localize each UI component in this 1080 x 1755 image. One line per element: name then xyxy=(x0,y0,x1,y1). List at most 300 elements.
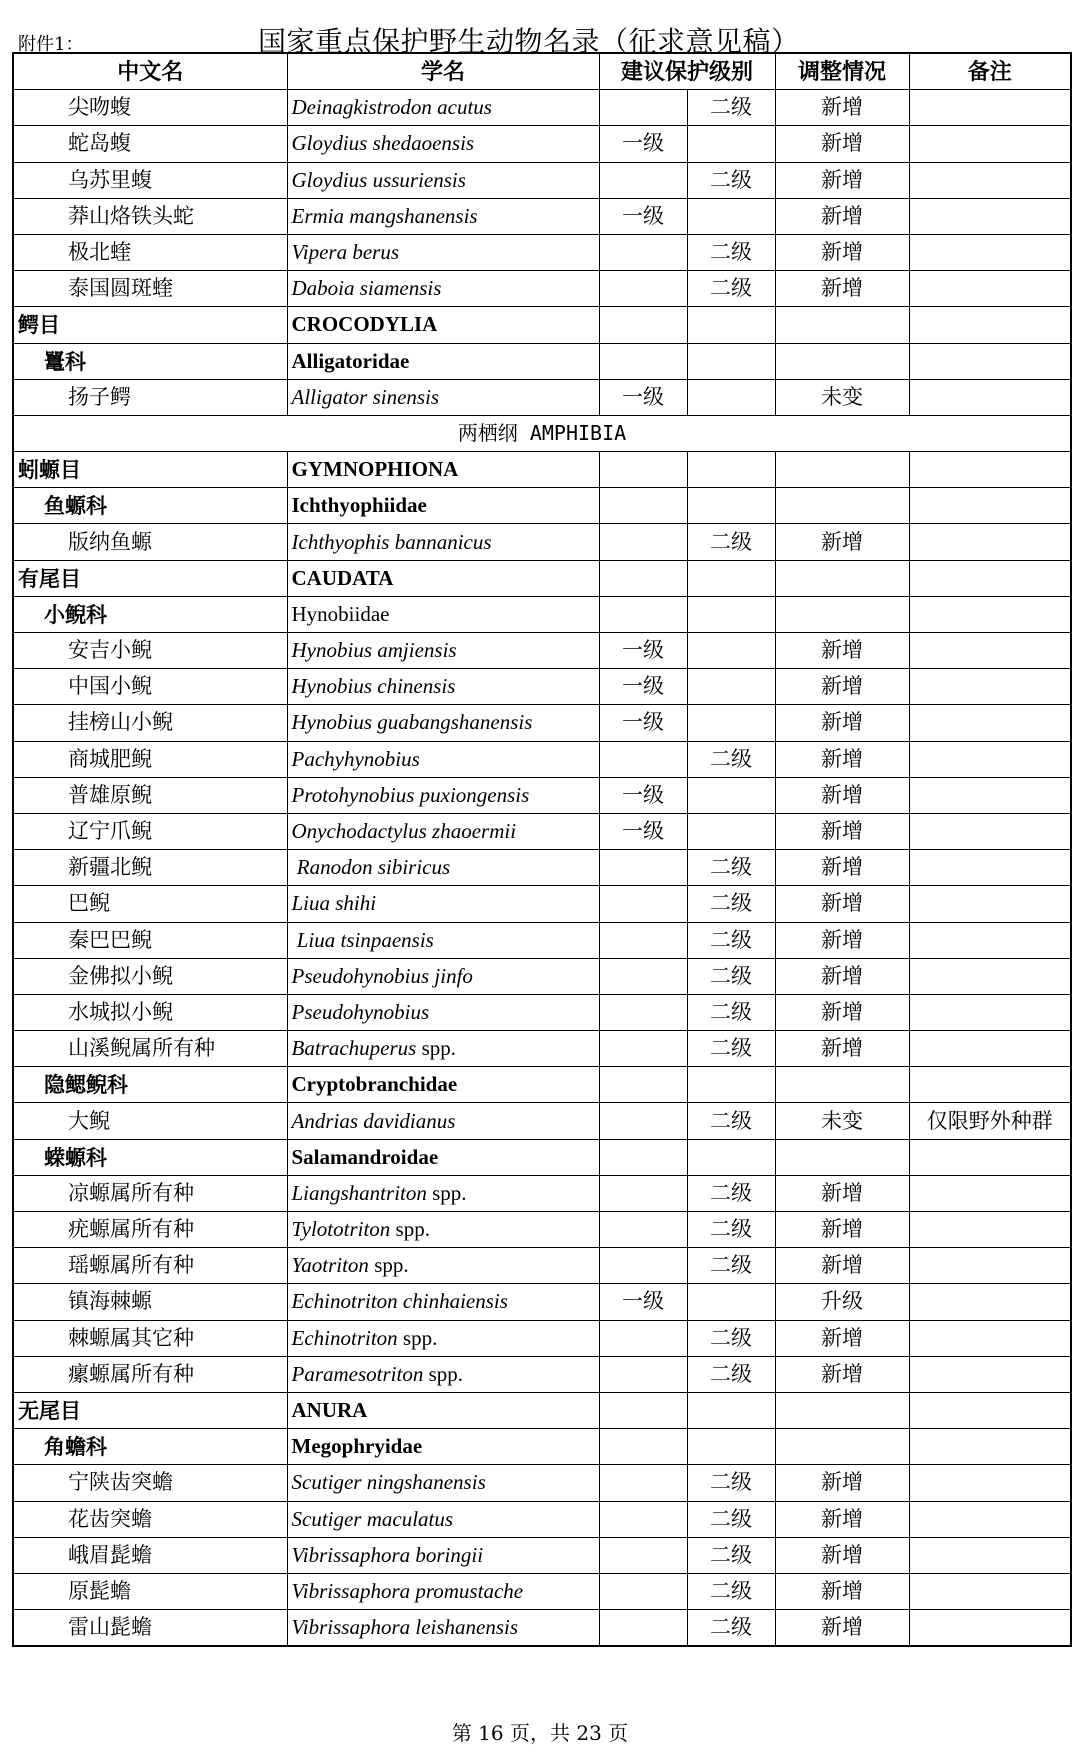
level-one xyxy=(599,524,687,560)
level-two xyxy=(687,705,775,741)
adjustment: 升级 xyxy=(775,1284,909,1320)
scientific-name xyxy=(287,1284,599,1320)
chinese-name: 版纳鱼螈 xyxy=(13,524,287,560)
scientific-name xyxy=(287,162,599,198)
level-two: 二级 xyxy=(687,90,775,126)
species-row xyxy=(13,1320,1071,1356)
genus-species: Vibrissaphora boringii xyxy=(291,1542,484,1567)
adjustment: 未变 xyxy=(775,1103,909,1139)
class-heading: 两栖纲 AMPHIBIA xyxy=(13,415,1071,451)
table-header-row xyxy=(13,53,1071,90)
level-two: 二级 xyxy=(687,1320,775,1356)
level-one xyxy=(599,1610,687,1647)
header-adjustment: 调整情况 xyxy=(775,53,909,90)
level-one xyxy=(599,1501,687,1537)
scientific-name: CAUDATA xyxy=(287,560,599,596)
scientific-name xyxy=(287,90,599,126)
level-two: 二级 xyxy=(687,271,775,307)
level-one: 一级 xyxy=(599,379,687,415)
chinese-name: 蛇岛蝮 xyxy=(13,126,287,162)
scientific-name xyxy=(287,198,599,234)
scientific-name: Alligatoridae xyxy=(287,343,599,379)
species-row xyxy=(13,126,1071,162)
note xyxy=(909,379,1071,415)
scientific-name xyxy=(287,777,599,813)
genus-species: Hynobius amjiensis xyxy=(291,638,457,663)
scientific-name xyxy=(287,1031,599,1067)
scientific-name xyxy=(287,1465,599,1501)
genus-species: Hynobius chinensis xyxy=(291,674,456,699)
scientific-name: CROCODYLIA xyxy=(287,307,599,343)
chinese-name: 金佛拟小鲵 xyxy=(13,958,287,994)
scientific-name xyxy=(287,958,599,994)
level-one xyxy=(599,1139,687,1175)
level-two: 二级 xyxy=(687,1501,775,1537)
adjustment xyxy=(775,1067,909,1103)
level-one xyxy=(599,1212,687,1248)
chinese-name: 疣螈属所有种 xyxy=(13,1212,287,1248)
scientific-name: Ichthyophiidae xyxy=(287,488,599,524)
adjustment: 新增 xyxy=(775,1175,909,1211)
scientific-name xyxy=(287,922,599,958)
family-row xyxy=(13,488,1071,524)
species-row xyxy=(13,271,1071,307)
level-two xyxy=(687,307,775,343)
scientific-name xyxy=(287,1103,599,1139)
chinese-name: 普雄原鲵 xyxy=(13,777,287,813)
level-two xyxy=(687,488,775,524)
species-row xyxy=(13,669,1071,705)
note xyxy=(909,1248,1071,1284)
chinese-name: 挂榜山小鲵 xyxy=(13,705,287,741)
level-two xyxy=(687,1139,775,1175)
level-one: 一级 xyxy=(599,669,687,705)
chinese-name: 泰国圆斑蝰 xyxy=(13,271,287,307)
genus-species: Pachyhynobius xyxy=(291,746,420,771)
species-row xyxy=(13,1356,1071,1392)
family-name: 蝾螈科 xyxy=(13,1139,287,1175)
genus-species: Ermia mangshanensis xyxy=(291,203,478,228)
chinese-name: 中国小鲵 xyxy=(13,669,287,705)
chinese-name: 莽山烙铁头蛇 xyxy=(13,198,287,234)
spp-suffix: spp. xyxy=(423,1361,464,1386)
species-row xyxy=(13,1610,1071,1647)
note xyxy=(909,90,1071,126)
genus-species: Scutiger maculatus xyxy=(291,1506,454,1531)
level-one xyxy=(599,488,687,524)
chinese-name: 辽宁爪鲵 xyxy=(13,813,287,849)
species-row xyxy=(13,1573,1071,1609)
genus-species: Vipera berus xyxy=(291,240,400,265)
level-two: 二级 xyxy=(687,1537,775,1573)
level-one xyxy=(599,343,687,379)
adjustment: 新增 xyxy=(775,234,909,270)
genus-species: Alligator sinensis xyxy=(291,384,440,409)
adjustment: 新增 xyxy=(775,1465,909,1501)
order-name: 有尾目 xyxy=(13,560,287,596)
scientific-name: Hynobiidae xyxy=(287,596,599,632)
note xyxy=(909,669,1071,705)
adjustment: 新增 xyxy=(775,1573,909,1609)
order-name: 无尾目 xyxy=(13,1392,287,1428)
level-one xyxy=(599,1537,687,1573)
level-two: 二级 xyxy=(687,234,775,270)
scientific-name xyxy=(287,850,599,886)
species-row xyxy=(13,1248,1071,1284)
level-one: 一级 xyxy=(599,777,687,813)
level-two xyxy=(687,633,775,669)
spp-suffix: spp. xyxy=(368,1253,409,1278)
level-one xyxy=(599,886,687,922)
note xyxy=(909,1501,1071,1537)
scientific-name xyxy=(287,1501,599,1537)
family-row xyxy=(13,343,1071,379)
adjustment: 新增 xyxy=(775,271,909,307)
spp-suffix: spp. xyxy=(390,1217,430,1242)
scientific-name xyxy=(287,1537,599,1573)
note xyxy=(909,1573,1071,1609)
level-two xyxy=(687,452,775,488)
level-one xyxy=(599,596,687,632)
genus-species: Tylototriton xyxy=(291,1217,391,1242)
chinese-name: 峨眉髭蟾 xyxy=(13,1537,287,1573)
scientific-name: Cryptobranchidae xyxy=(287,1067,599,1103)
level-one xyxy=(599,452,687,488)
adjustment: 未变 xyxy=(775,379,909,415)
species-row xyxy=(13,1212,1071,1248)
note xyxy=(909,1139,1071,1175)
chinese-name: 雷山髭蟾 xyxy=(13,1610,287,1647)
level-one xyxy=(599,1248,687,1284)
note xyxy=(909,1429,1071,1465)
adjustment: 新增 xyxy=(775,1610,909,1647)
level-two xyxy=(687,596,775,632)
level-one xyxy=(599,850,687,886)
note xyxy=(909,234,1071,270)
level-two xyxy=(687,198,775,234)
level-two: 二级 xyxy=(687,741,775,777)
chinese-name: 瘰螈属所有种 xyxy=(13,1356,287,1392)
level-two: 二级 xyxy=(687,1610,775,1647)
scientific-name: Megophryidae xyxy=(287,1429,599,1465)
order-row xyxy=(13,452,1071,488)
genus-species: Liua tsinpaensis xyxy=(291,927,434,952)
chinese-name: 山溪鲵属所有种 xyxy=(13,1031,287,1067)
note xyxy=(909,633,1071,669)
genus-species: Yaotriton xyxy=(291,1253,369,1278)
chinese-name: 新疆北鲵 xyxy=(13,850,287,886)
chinese-name: 原髭蟾 xyxy=(13,1573,287,1609)
species-row xyxy=(13,524,1071,560)
species-table xyxy=(12,52,1072,1647)
level-one: 一级 xyxy=(599,1284,687,1320)
chinese-name: 尖吻蝮 xyxy=(13,90,287,126)
scientific-name xyxy=(287,1356,599,1392)
adjustment: 新增 xyxy=(775,90,909,126)
note xyxy=(909,1067,1071,1103)
level-one xyxy=(599,1465,687,1501)
level-two: 二级 xyxy=(687,1248,775,1284)
family-row xyxy=(13,1067,1071,1103)
family-name: 小鲵科 xyxy=(13,596,287,632)
species-row xyxy=(13,198,1071,234)
chinese-name: 花齿突蟾 xyxy=(13,1501,287,1537)
adjustment: 新增 xyxy=(775,126,909,162)
table-body xyxy=(13,90,1071,1647)
level-two: 二级 xyxy=(687,958,775,994)
species-row xyxy=(13,777,1071,813)
species-row xyxy=(13,1465,1071,1501)
level-two xyxy=(687,379,775,415)
scientific-name xyxy=(287,1175,599,1211)
family-name: 隐鳃鲵科 xyxy=(13,1067,287,1103)
chinese-name: 秦巴巴鲵 xyxy=(13,922,287,958)
level-one xyxy=(599,1356,687,1392)
genus-species: Vibrissaphora promustache xyxy=(291,1578,524,1603)
species-row xyxy=(13,958,1071,994)
family-row xyxy=(13,596,1071,632)
scientific-name xyxy=(287,886,599,922)
note xyxy=(909,596,1071,632)
note xyxy=(909,162,1071,198)
level-two: 二级 xyxy=(687,922,775,958)
species-row xyxy=(13,813,1071,849)
scientific-name: GYMNOPHIONA xyxy=(287,452,599,488)
adjustment: 新增 xyxy=(775,669,909,705)
spp-suffix: spp. xyxy=(397,1325,438,1350)
header-protection-level: 建议保护级别 xyxy=(599,53,775,90)
scientific-name: ANURA xyxy=(287,1392,599,1428)
chinese-name: 乌苏里蝮 xyxy=(13,162,287,198)
level-two: 二级 xyxy=(687,1573,775,1609)
chinese-name: 巴鲵 xyxy=(13,886,287,922)
level-two xyxy=(687,126,775,162)
scientific-name xyxy=(287,379,599,415)
adjustment: 新增 xyxy=(775,1537,909,1573)
level-two: 二级 xyxy=(687,886,775,922)
order-row xyxy=(13,560,1071,596)
scientific-name xyxy=(287,234,599,270)
note xyxy=(909,922,1071,958)
note xyxy=(909,452,1071,488)
genus-species: Deinagkistrodon acutus xyxy=(291,95,492,120)
class-row xyxy=(13,415,1071,451)
note xyxy=(909,343,1071,379)
adjustment: 新增 xyxy=(775,1031,909,1067)
genus-species: Protohynobius puxiongensis xyxy=(291,782,530,807)
level-two xyxy=(687,1392,775,1428)
scientific-name xyxy=(287,669,599,705)
chinese-name: 水城拟小鲵 xyxy=(13,994,287,1030)
scientific-name xyxy=(287,126,599,162)
page-title: 国家重点保护野生动物名录（征求意见稿） xyxy=(258,25,800,58)
adjustment: 新增 xyxy=(775,633,909,669)
species-row xyxy=(13,90,1071,126)
level-one xyxy=(599,560,687,596)
chinese-name: 镇海棘螈 xyxy=(13,1284,287,1320)
note xyxy=(909,126,1071,162)
level-two: 二级 xyxy=(687,994,775,1030)
scientific-name xyxy=(287,994,599,1030)
level-two: 二级 xyxy=(687,162,775,198)
level-one xyxy=(599,1103,687,1139)
note xyxy=(909,886,1071,922)
family-row xyxy=(13,1429,1071,1465)
family-name: 鱼螈科 xyxy=(13,488,287,524)
note xyxy=(909,1175,1071,1211)
level-two xyxy=(687,777,775,813)
level-two xyxy=(687,343,775,379)
scientific-name xyxy=(287,1610,599,1647)
note: 仅限野外种群 xyxy=(909,1103,1071,1139)
genus-species: Batrachuperus xyxy=(291,1036,417,1061)
species-row xyxy=(13,886,1071,922)
genus-species: Pseudohynobius xyxy=(291,999,430,1024)
spp-suffix: spp. xyxy=(416,1036,457,1061)
adjustment: 新增 xyxy=(775,1212,909,1248)
level-two: 二级 xyxy=(687,1031,775,1067)
genus-species: Pseudohynobius jinfo xyxy=(291,963,473,988)
level-one xyxy=(599,1320,687,1356)
genus-species: Ichthyophis bannanicus xyxy=(291,529,492,554)
note xyxy=(909,1465,1071,1501)
note xyxy=(909,850,1071,886)
genus-species: Echinotriton xyxy=(291,1325,398,1350)
adjustment: 新增 xyxy=(775,524,909,560)
species-row xyxy=(13,1501,1071,1537)
level-two xyxy=(687,669,775,705)
species-row xyxy=(13,379,1071,415)
order-row xyxy=(13,307,1071,343)
species-row xyxy=(13,922,1071,958)
scientific-name xyxy=(287,813,599,849)
adjustment xyxy=(775,1392,909,1428)
species-row xyxy=(13,162,1071,198)
level-one xyxy=(599,1429,687,1465)
adjustment: 新增 xyxy=(775,198,909,234)
species-row xyxy=(13,1103,1071,1139)
note xyxy=(909,1212,1071,1248)
level-one xyxy=(599,994,687,1030)
chinese-name: 凉螈属所有种 xyxy=(13,1175,287,1211)
level-one xyxy=(599,922,687,958)
page-footer: 第 16 页，共 23 页 xyxy=(451,1721,629,1745)
genus-species: Hynobius guabangshanensis xyxy=(291,710,533,735)
level-one xyxy=(599,234,687,270)
scientific-name xyxy=(287,1212,599,1248)
adjustment xyxy=(775,307,909,343)
genus-species: Gloydius ussuriensis xyxy=(291,167,466,192)
level-one: 一级 xyxy=(599,126,687,162)
attachment-label: 附件1： xyxy=(18,34,84,55)
species-row xyxy=(13,1284,1071,1320)
family-name: 角蟾科 xyxy=(13,1429,287,1465)
note xyxy=(909,524,1071,560)
genus-species: Onychodactylus zhaoermii xyxy=(291,819,517,844)
adjustment xyxy=(775,560,909,596)
chinese-name: 棘螈属其它种 xyxy=(13,1320,287,1356)
adjustment: 新增 xyxy=(775,958,909,994)
species-row xyxy=(13,705,1071,741)
level-one xyxy=(599,90,687,126)
level-one: 一级 xyxy=(599,633,687,669)
chinese-name: 极北蝰 xyxy=(13,234,287,270)
adjustment: 新增 xyxy=(775,922,909,958)
note xyxy=(909,307,1071,343)
order-name: 蚓螈目 xyxy=(13,452,287,488)
adjustment: 新增 xyxy=(775,886,909,922)
level-one xyxy=(599,162,687,198)
note xyxy=(909,1392,1071,1428)
scientific-name xyxy=(287,1320,599,1356)
chinese-name: 扬子鳄 xyxy=(13,379,287,415)
header-chinese-name: 中文名 xyxy=(13,53,287,90)
adjustment xyxy=(775,343,909,379)
level-two: 二级 xyxy=(687,1356,775,1392)
note xyxy=(909,705,1071,741)
note xyxy=(909,1284,1071,1320)
adjustment: 新增 xyxy=(775,1320,909,1356)
header-notes: 备注 xyxy=(909,53,1071,90)
level-two: 二级 xyxy=(687,1465,775,1501)
genus-species: Liua shihi xyxy=(291,891,377,916)
species-row xyxy=(13,1537,1071,1573)
scientific-name xyxy=(287,524,599,560)
adjustment: 新增 xyxy=(775,850,909,886)
adjustment xyxy=(775,1429,909,1465)
order-name: 鳄目 xyxy=(13,307,287,343)
level-one xyxy=(599,271,687,307)
family-name: 鼍科 xyxy=(13,343,287,379)
note xyxy=(909,1537,1071,1573)
level-one xyxy=(599,1573,687,1609)
adjustment: 新增 xyxy=(775,705,909,741)
adjustment: 新增 xyxy=(775,162,909,198)
level-one: 一级 xyxy=(599,198,687,234)
spp-suffix: spp. xyxy=(426,1180,467,1205)
level-one xyxy=(599,958,687,994)
level-two: 二级 xyxy=(687,850,775,886)
genus-species: Paramesotriton xyxy=(291,1361,424,1386)
level-one xyxy=(599,1175,687,1211)
species-row xyxy=(13,1031,1071,1067)
chinese-name: 大鲵 xyxy=(13,1103,287,1139)
genus-species: Andrias davidianus xyxy=(291,1108,456,1133)
scientific-name xyxy=(287,633,599,669)
adjustment: 新增 xyxy=(775,777,909,813)
level-two: 二级 xyxy=(687,1175,775,1211)
scientific-name xyxy=(287,1248,599,1284)
chinese-name: 商城肥鲵 xyxy=(13,741,287,777)
note xyxy=(909,560,1071,596)
genus-species: Vibrissaphora leishanensis xyxy=(291,1615,519,1640)
note xyxy=(909,1610,1071,1647)
level-one xyxy=(599,1392,687,1428)
species-row xyxy=(13,1175,1071,1211)
scientific-name xyxy=(287,271,599,307)
note xyxy=(909,198,1071,234)
level-one xyxy=(599,741,687,777)
note xyxy=(909,741,1071,777)
level-two xyxy=(687,560,775,596)
genus-species: Ranodon sibiricus xyxy=(291,855,451,880)
note xyxy=(909,994,1071,1030)
level-one xyxy=(599,307,687,343)
adjustment: 新增 xyxy=(775,994,909,1030)
order-row xyxy=(13,1392,1071,1428)
adjustment: 新增 xyxy=(775,1248,909,1284)
genus-species: Echinotriton chinhaiensis xyxy=(291,1289,508,1314)
